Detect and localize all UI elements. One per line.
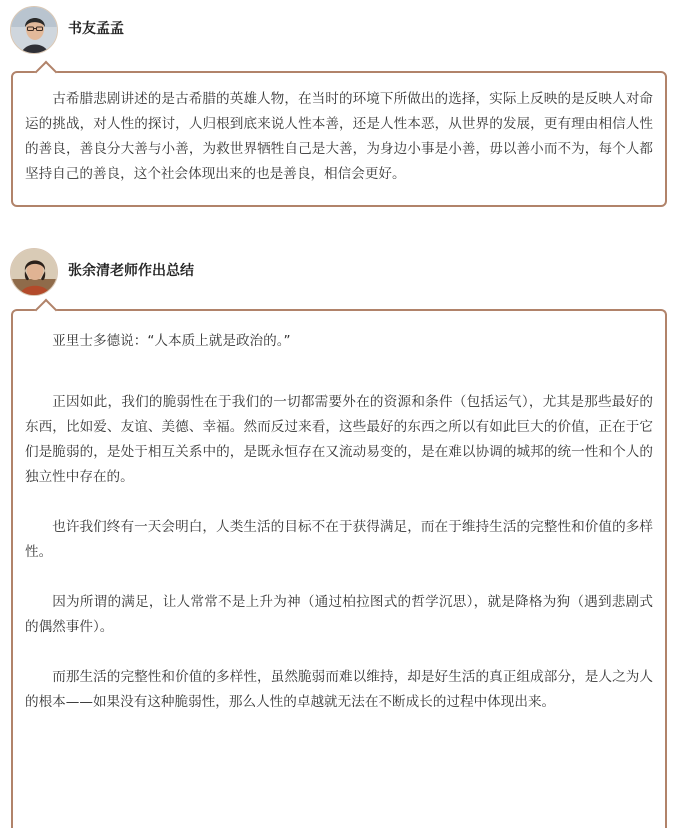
comment-post <box>0 0 677 182</box>
summary-paragraph: 因为所谓的满足，让人常常不是上升为神（通过柏拉图式的哲学沉思），就是降格为狗（遇到悲剧式的偶然事件）。 <box>25 594 653 635</box>
comment-bubble <box>11 71 667 207</box>
author-name[interactable]: 张余清老师作出总结 <box>68 263 194 279</box>
summary-paragraph: 而那生活的完整性和价值的多样性，虽然脆弱而难以维持，却是好生活的真正组成部分，是人之为人的根本——如果没有这种脆弱性，那么人性的卓越就无法在不断成长的过程中体现出来。 <box>25 669 653 710</box>
author-name[interactable]: 书友孟孟 <box>68 21 124 37</box>
summary-paragraph: 也许我们终有一天会明白，人类生活的目标不在于获得满足，而在于维持生活的完整性和价值的多样性。 <box>25 519 653 560</box>
bubble-caret <box>35 61 58 84</box>
summary-paragraph: 亚里士多德说：“人本质上就是政治的。” <box>52 333 291 349</box>
summary-paragraph: 正因如此，我们的脆弱性在于我们的一切都需要外在的资源和条件（包括运气），尤其是那些最好的东西，比如爱、友谊、美德、幸福。然而反过来看，这些最好的东西之所以有如此巨大的价值，正在于它们是脆弱的，是处于相互关系中的，是既永恒存在又流动易变的，是在难以协调的城邦的统一性和个人的独立性中存在的。 <box>25 394 653 485</box>
post-header <box>0 242 677 304</box>
post-header <box>0 0 677 62</box>
summary-post <box>0 242 677 710</box>
avatar[interactable] <box>10 6 58 54</box>
summary-bubble <box>11 309 667 828</box>
avatar-image <box>11 7 58 54</box>
avatar[interactable] <box>10 248 58 296</box>
comment-paragraph: 古希腊悲剧讲述的是古希腊的英雄人物，在当时的环境下所做出的选择，实际上反映的是反映人对命运的挑战，对人性的探讨，人归根到底来说人性本善，还是人性本恶，从世界的发展，更有理由相信人性的善良，善良分大善与小善，为救世界牺牲自己是大善，为身边小事是小善，毋以善小而不为，每个人都坚持自己的善良，这个社会体现出来的也是善良，相信会更好。 <box>25 91 653 182</box>
avatar-image <box>11 249 58 296</box>
